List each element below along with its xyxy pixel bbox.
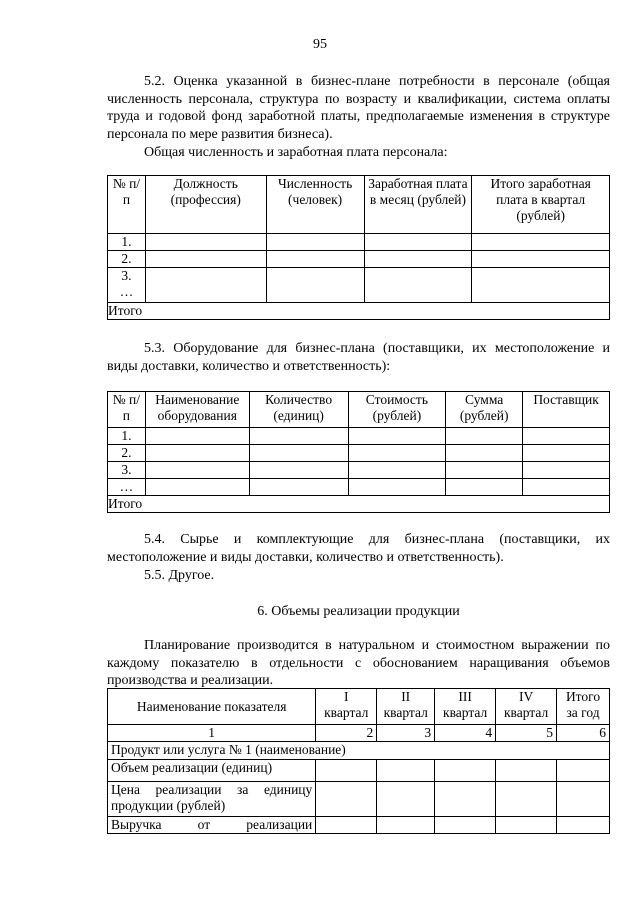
section-6-text: Планирование производится в натуральном и стоимостном выражении по каждому показателю в отдельности с обоснованием наращивания объемов производства и реализации. xyxy=(107,638,610,688)
table-row xyxy=(108,251,610,268)
row-number: 3. xyxy=(108,462,146,479)
table-cell[interactable] xyxy=(364,251,472,268)
table-cell[interactable] xyxy=(348,428,446,445)
table-cell[interactable] xyxy=(523,479,610,496)
column-index: 2 xyxy=(316,725,377,742)
header-indicator-name: Наименование показателя xyxy=(108,689,316,725)
table-cell[interactable] xyxy=(364,268,472,303)
sales-volume-table xyxy=(107,688,610,834)
table-cell[interactable] xyxy=(435,760,496,782)
header-position: Должность (профессия) xyxy=(145,176,266,234)
table-row xyxy=(108,479,610,496)
table-cell[interactable] xyxy=(523,445,610,462)
indicator-label: Выручка от реализации xyxy=(108,817,316,834)
table-cell[interactable] xyxy=(377,760,435,782)
header-number: № п/п xyxy=(108,176,146,234)
table-row xyxy=(108,760,610,782)
table-cell[interactable] xyxy=(472,251,610,268)
table-row xyxy=(108,234,610,251)
row-number: 1. xyxy=(108,428,146,445)
table-cell[interactable] xyxy=(472,268,610,303)
table-cell[interactable] xyxy=(249,445,348,462)
header-quantity: Количество (единиц) xyxy=(249,392,348,428)
table-cell[interactable] xyxy=(446,445,523,462)
header-quarter-2: II квартал xyxy=(377,689,435,725)
table-cell[interactable] xyxy=(266,251,364,268)
table-cell[interactable] xyxy=(145,268,266,303)
column-index: 4 xyxy=(435,725,496,742)
total-row xyxy=(108,496,610,513)
column-index: 1 xyxy=(108,725,316,742)
total-label: Итого xyxy=(108,496,610,513)
table-cell[interactable] xyxy=(435,782,496,817)
header-quarter-3: III квартал xyxy=(435,689,496,725)
table-cell[interactable] xyxy=(145,251,266,268)
section-5-2-paragraph xyxy=(107,73,610,143)
section-5-5: 5.5. Другое. xyxy=(144,568,215,583)
table-cell[interactable] xyxy=(377,817,435,834)
staff-table-caption: Общая численность и заработная плата персонала: xyxy=(144,145,448,160)
product-name: Продукт или услуга № 1 (наименование) xyxy=(108,742,610,760)
table-cell[interactable] xyxy=(496,817,557,834)
section-5-2-text: 5.2. Оценка указанной в бизнес-плане потребности в персонале (общая численность персонала, структура по возрасту и квалификации, система оплаты труда и годовой фонд заработной платы, предполагаемые изменения в структуре персонала по мере развития бизнеса). xyxy=(107,74,610,142)
table-row xyxy=(108,462,610,479)
table-cell[interactable] xyxy=(348,445,446,462)
equipment-table-header-row xyxy=(108,392,610,428)
table-cell[interactable] xyxy=(557,817,610,834)
table-cell[interactable] xyxy=(377,782,435,817)
column-index: 5 xyxy=(496,725,557,742)
table-cell[interactable] xyxy=(523,462,610,479)
table-row xyxy=(108,817,610,834)
page-number: 95 xyxy=(313,37,327,52)
table-cell[interactable] xyxy=(266,234,364,251)
section-5-3-paragraph xyxy=(107,340,610,375)
table-row xyxy=(108,782,610,817)
header-sum: Сумма (рублей) xyxy=(446,392,523,428)
table-cell[interactable] xyxy=(523,428,610,445)
table-cell[interactable] xyxy=(266,268,364,303)
row-number: 3. … xyxy=(108,268,146,303)
total-label: Итого xyxy=(108,303,610,320)
header-quarter-4: IV квартал xyxy=(496,689,557,725)
header-monthly-salary: Заработная плата в месяц (рублей) xyxy=(364,176,472,234)
product-row xyxy=(108,742,610,760)
header-headcount: Численность (человек) xyxy=(266,176,364,234)
table-cell[interactable] xyxy=(316,760,377,782)
table-cell[interactable] xyxy=(496,782,557,817)
table-cell[interactable] xyxy=(348,479,446,496)
header-number: № п/п xyxy=(108,392,146,428)
header-quarter-1: I квартал xyxy=(316,689,377,725)
table-cell[interactable] xyxy=(249,428,348,445)
table-cell[interactable] xyxy=(348,462,446,479)
section-6-paragraph xyxy=(107,637,610,690)
total-row xyxy=(108,303,610,320)
section-5-4-paragraph xyxy=(107,531,610,566)
table-cell[interactable] xyxy=(435,817,496,834)
table-cell[interactable] xyxy=(446,462,523,479)
sales-table-header-row xyxy=(108,689,610,725)
header-equipment-name: Наименование оборудования xyxy=(145,392,249,428)
header-year-total: Итого за год xyxy=(557,689,610,725)
table-row xyxy=(108,445,610,462)
table-cell[interactable] xyxy=(145,445,249,462)
table-row xyxy=(108,428,610,445)
table-cell[interactable] xyxy=(145,234,266,251)
table-cell[interactable] xyxy=(316,817,377,834)
indicator-label: Объем реализации (единиц) xyxy=(108,760,316,782)
row-number: 2. xyxy=(108,445,146,462)
table-cell[interactable] xyxy=(557,760,610,782)
table-row xyxy=(108,268,610,303)
table-cell[interactable] xyxy=(446,479,523,496)
table-cell[interactable] xyxy=(145,462,249,479)
table-cell[interactable] xyxy=(316,782,377,817)
row-number: 1. xyxy=(108,234,146,251)
table-cell[interactable] xyxy=(145,428,249,445)
equipment-table xyxy=(107,391,610,513)
staff-table-header-row xyxy=(108,176,610,234)
section-5-4-text: 5.4. Сырье и комплектующие для бизнес-плана (поставщики, их местоположение и виды доставки, количество и ответственность). xyxy=(107,532,610,565)
column-index-row xyxy=(108,725,610,742)
table-cell[interactable] xyxy=(249,462,348,479)
table-cell[interactable] xyxy=(364,234,472,251)
header-quarterly-salary: Итого заработная плата в квартал (рублей) xyxy=(472,176,610,234)
table-cell[interactable] xyxy=(496,760,557,782)
indicator-label: Цена реализации за единицу продукции (рублей) xyxy=(108,782,316,817)
table-cell[interactable] xyxy=(472,234,610,251)
table-cell[interactable] xyxy=(557,782,610,817)
section-6-heading: 6. Объемы реализации продукции xyxy=(257,604,460,619)
section-5-3-text: 5.3. Оборудование для бизнес-плана (поставщики, их местоположение и виды доставки, количество и ответственность): xyxy=(107,341,610,374)
column-index: 6 xyxy=(557,725,610,742)
table-cell[interactable] xyxy=(249,479,348,496)
column-index: 3 xyxy=(377,725,435,742)
header-cost: Стоимость (рублей) xyxy=(348,392,446,428)
row-number: … xyxy=(108,479,146,496)
table-cell[interactable] xyxy=(145,479,249,496)
staff-table xyxy=(107,175,610,320)
table-cell[interactable] xyxy=(446,428,523,445)
header-supplier: Поставщик xyxy=(523,392,610,428)
row-number: 2. xyxy=(108,251,146,268)
